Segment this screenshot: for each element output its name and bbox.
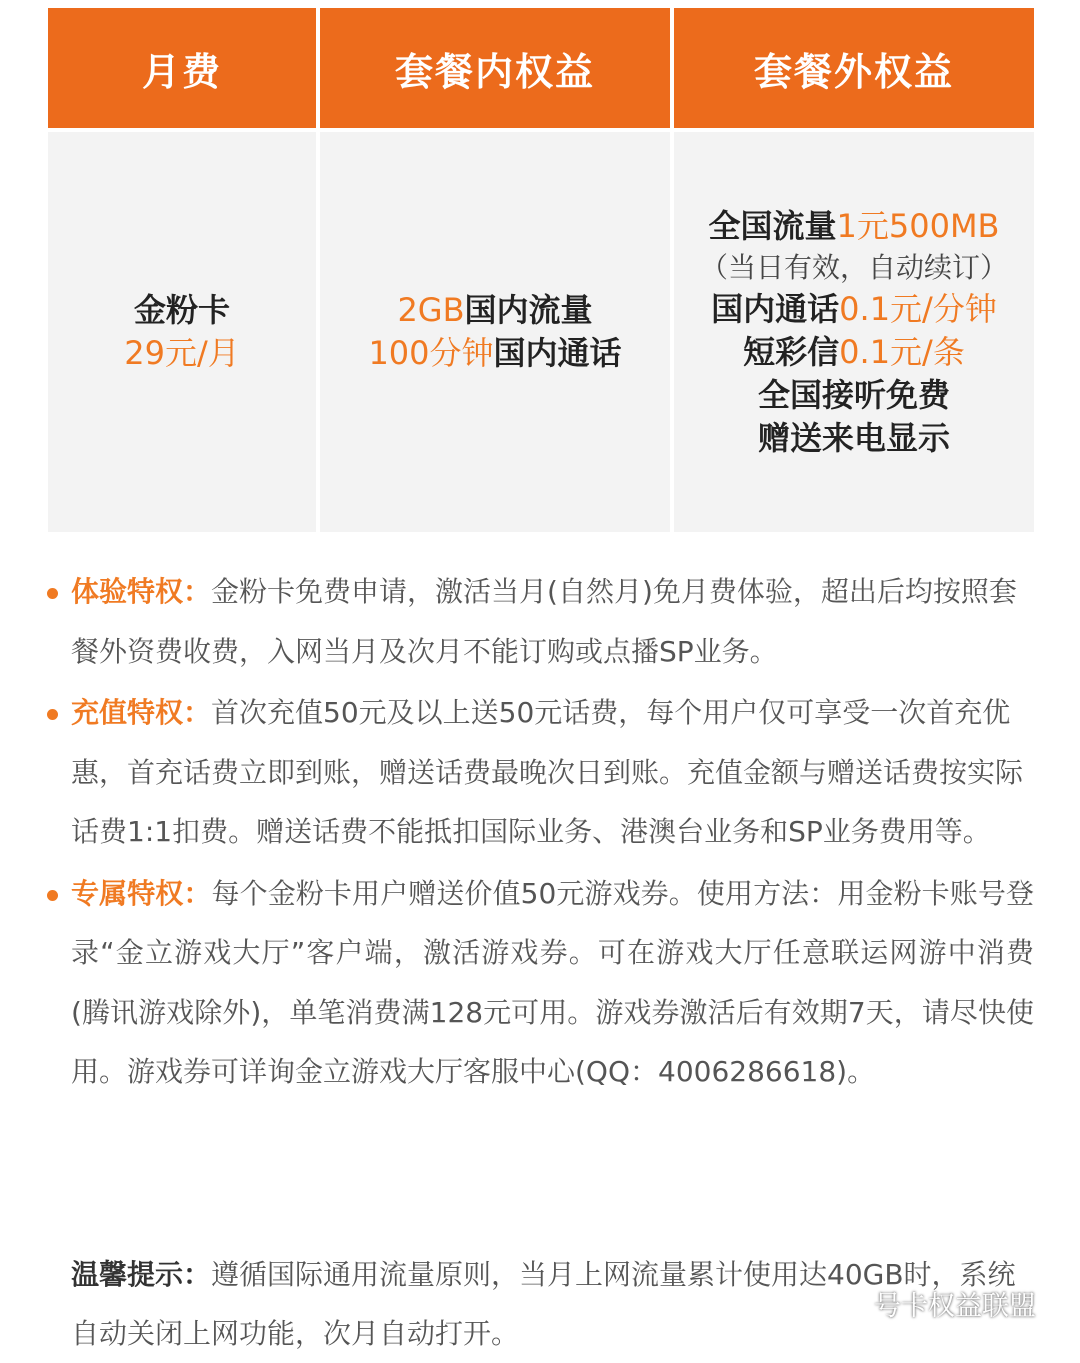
extra-free-receive: 全国接听免费 [757, 375, 950, 414]
plan-name: 金粉卡 [133, 291, 230, 329]
extra-sms [674, 331, 1034, 374]
included-minutes-amount: 100分钟 [368, 334, 494, 372]
included-cell [320, 128, 674, 532]
included-data-label: 国内流量 [464, 291, 593, 329]
tips-title: 温馨提示： [71, 1258, 212, 1291]
table-header-row [48, 8, 1034, 128]
tips-text: 遵循国际通用流量原则，当月上网流量累计使用达40GB时，系统自动关闭上网功能，次月自动打开。 [71, 1258, 1016, 1350]
extra-caller-id: 赠送来电显示 [757, 418, 950, 457]
wechat-icon [832, 1289, 866, 1319]
included-minutes [320, 332, 670, 375]
extra-data [674, 205, 1034, 248]
bullet-dot-icon [47, 709, 58, 720]
included-minutes-label: 国内通话 [493, 334, 622, 372]
extra-call [674, 288, 1034, 331]
extra-data-label: 全国流量 [708, 206, 837, 245]
extra-data-price: 1元500MB [836, 206, 1000, 245]
included-data [320, 289, 670, 332]
header-extra-benefits: 套餐外权益 [674, 8, 1034, 128]
extra-cell [674, 128, 1034, 532]
note-text: 金粉卡免费申请，激活当月(自然月)免月费体验，超出后均按照套餐外资费收费，入网当月及次月不能订购或点播SP业务。 [71, 575, 1017, 668]
included-data-amount: 2GB [397, 291, 465, 329]
bullet-dot-icon [47, 890, 58, 901]
note-title: 专属特权： [71, 876, 212, 910]
table-row [48, 128, 1034, 532]
note-text: 每个金粉卡用户赠送价值50元游戏券。使用方法：用金粉卡账号登录“金立游戏大厅”客户端，激活游戏券。可在游戏大厅任意联运网游中消费(腾讯游戏除外)，单笔消费满128元可用。游戏券激活后有效期7天，请尽快使用。游戏券可详询金立游戏大厅客服中心(QQ：4006286618)。 [71, 876, 1034, 1088]
benefit-notes [44, 562, 1034, 1104]
extra-call-price: 0.1元/分钟 [839, 289, 997, 328]
watermark [832, 1284, 1036, 1323]
plan-price: 29元/月 [124, 334, 240, 372]
header-included-benefits: 套餐内权益 [320, 8, 674, 128]
extra-sms-label: 短彩信 [743, 332, 840, 371]
note-trial [44, 562, 1034, 681]
plan-table [48, 8, 1034, 532]
header-monthly-fee: 月费 [48, 8, 320, 128]
fee-cell [48, 128, 320, 532]
bullet-dot-icon [47, 588, 58, 599]
note-title: 充值特权： [71, 696, 212, 729]
extra-data-note: （当日有效，自动续订） [699, 250, 1008, 284]
watermark-text: 号卡权益联盟 [874, 1291, 1036, 1322]
note-recharge [44, 683, 1034, 862]
note-title: 体验特权： [71, 575, 212, 608]
note-text: 首次充值50元及以上送50元话费，每个用户仅可享受一次首充优惠，首充话费立即到账，赠送话费最晚次日到账。充值金额与赠送话费按实际话费1:1扣费。赠送话费不能抵扣国际业务、港澳台业务和SP业务费用等。 [71, 696, 1024, 848]
note-exclusive [44, 864, 1034, 1102]
extra-sms-price: 0.1元/条 [839, 332, 965, 371]
extra-call-label: 国内通话 [711, 289, 840, 328]
